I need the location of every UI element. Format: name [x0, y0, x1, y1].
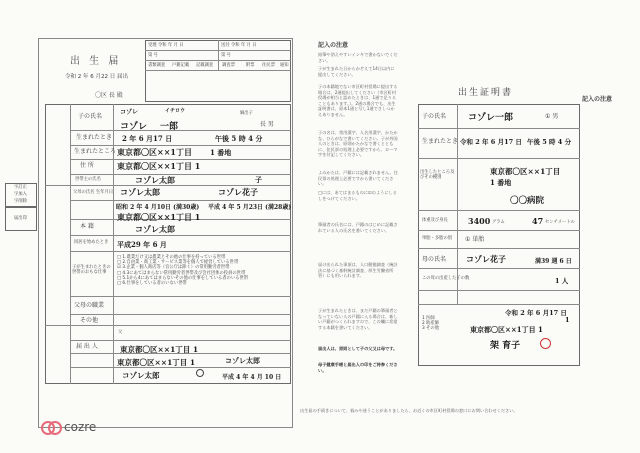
cert-place: 東京都〇区××1丁目: [490, 167, 561, 176]
office-attach: 附票: [246, 63, 255, 68]
note-4: よみかたは、戸籍には記載されません。住民票の処理上必要ですから書いてください。: [318, 170, 398, 187]
label-child-name: 子の氏名: [78, 113, 103, 120]
label-born-place: 生まれたところ: [74, 148, 117, 155]
cert-height-unit: センチメートル: [545, 220, 575, 225]
form-title: 出 生 届: [70, 56, 122, 67]
office-entry-check: 記載調査: [196, 63, 214, 68]
cert-children: 1 人: [555, 277, 569, 285]
father-name: コゾレ太郎: [120, 187, 160, 197]
brand-name: cozre: [64, 420, 97, 434]
cert-roles: [422, 316, 439, 332]
office-sent-no: 第 号: [221, 53, 231, 58]
label-work: 子が生まれたときの世帯のおもな仕事: [72, 265, 111, 276]
cert-attendant-no: 1: [565, 316, 570, 324]
office-resident: 住民票: [262, 63, 275, 68]
label-address: 住 所: [80, 162, 94, 169]
role-doctor: 1 医師: [422, 316, 435, 321]
office-register: 戸籍記載: [172, 63, 190, 68]
cert-pregnancy: 満39 週 6 日: [535, 258, 572, 265]
cert-label-weight: 体重及び身長: [422, 218, 448, 223]
signer-birth: 平成 4 年 4 月 10 日: [222, 374, 282, 381]
certificate-title: 出生証明書: [458, 88, 514, 98]
side-label-1: 字加入: [14, 192, 27, 197]
child-kana: コゾレ: [120, 109, 139, 116]
label-householder: 世帯主の氏名: [75, 177, 101, 182]
signer-hitto: コゾレ太郎: [225, 356, 260, 365]
marriage-date: 平成29 年 6 月: [117, 240, 167, 249]
label-marriage: 同居を始めたとき: [74, 240, 109, 245]
address: 東京都〇区××1丁目 1: [117, 161, 201, 171]
office-survey: 調査票: [222, 63, 235, 68]
signer-seal: [196, 369, 204, 377]
father-birth: 昭和 2 年 4 月10日 (満30歳): [116, 204, 200, 211]
office-sent: 送付 令和 年 月 日: [221, 43, 257, 48]
cert-birth: 令和 2 年 6 月17 日: [460, 138, 522, 146]
householder-relation: 子: [255, 175, 262, 184]
note-6: 筆頭者の氏名には、戸籍のはじめに記載されている人の氏名を書いてください。: [318, 222, 398, 233]
born-time: 午後 5 時 4 分: [215, 134, 263, 143]
cert-mother: コゾレ花子: [466, 254, 506, 264]
child-surname: コゾレ: [120, 122, 148, 132]
cert-gender: ① 男: [545, 113, 559, 120]
note-2: 子の本籍地でない市区町村役場に提出する場合は、2通提出してください（市区町村役場が相当と認めたときは、1通で足りることもあります。）。2通の場合でも、出生証明書は、原本1通と写し1通でさしつかえありません。: [318, 84, 398, 117]
householder: コゾレ太郎: [135, 175, 175, 185]
label-parents: 父母の氏名 生年月日: [73, 190, 114, 195]
note-1: 子が生まれた日からかぞえて14日以内に提出してください。: [318, 66, 395, 77]
cert-label-child: 子の氏名: [422, 113, 447, 120]
notes-heading: 記入の注意: [318, 42, 349, 49]
role-midwife: 2 助産師: [422, 321, 439, 327]
gender: 長 男: [260, 121, 274, 128]
cert-height: 47: [532, 216, 544, 226]
honseki-hitto: コゾレ太郎: [135, 224, 175, 234]
cert-attendant-address: 東京都〇区××1丁目 1: [470, 325, 543, 334]
child-kana-given: イチロウ: [165, 108, 186, 114]
child-given: 一郎: [160, 122, 179, 132]
cert-label-birth: 生まれたとき: [422, 138, 459, 145]
honseki: 東京都〇区××1丁目 1: [117, 212, 201, 222]
filing-date: 令和 2 年 6 月22 日 届出: [65, 74, 128, 80]
attendant-seal: [540, 338, 551, 349]
label-other: その他: [80, 317, 99, 324]
signer-address: 東京都〇区××1丁目 1: [120, 345, 199, 354]
cert-label-place: 出生したところ及びその種別: [420, 170, 455, 181]
cert-facility: 〇〇病院: [510, 196, 545, 206]
cert-attendant-name: 架 育子: [490, 341, 521, 351]
cert-birth-time: 午後 5 時 4 分: [527, 138, 572, 146]
note-5: □には、あてはまるものに☑のようにしるしをつけてください。: [318, 190, 397, 201]
side-label-0: 字訂正: [14, 185, 27, 190]
label-job: 父母の職業: [74, 302, 105, 309]
note-8: 子が生まれたときは、まだ戸籍の筆頭者となっていない人の戸籍に入る場合は、新しい戸籍がつくられますので、この欄に希望する本籍を書いてください。: [318, 308, 398, 330]
office-received-no: 第 号: [148, 53, 158, 58]
office-doc-check: 書類調査: [148, 63, 166, 68]
cert-child-name: コゾレ一郎: [468, 113, 514, 123]
office-notice: 通知: [280, 63, 289, 68]
signer-role: 父: [118, 330, 123, 335]
note-0: 鉛筆や消えやすいインキで書かないでください。: [318, 52, 398, 63]
cert-single: ① 単胎: [465, 236, 485, 243]
label-born-date: 生まれたとき: [76, 134, 113, 141]
label-honseki: 本 籍: [80, 223, 94, 230]
mother-name: コゾレ花子: [218, 187, 258, 197]
cert-weight-unit: グラム: [492, 220, 505, 225]
relation: 嫡出子: [240, 111, 253, 116]
work-checkbox-list: □ 1.農業だけ又は農業とその他の仕事を持っている世帯 □ 2.自由業・商工業・サービス業等を個人で経営している世帯 ☑ 3.企業・個人商店等（官公庁は除く）の常用勤労者世帯 □ 4.3にあてはまらない常用勤労者世帯及び会社団体の役員の世帯 □ 5.1から4にあてはまらないその他の仕事をしている者のいる世帯 □ 6.仕事をしている者のいない世帯: [117, 255, 249, 287]
cert-place-no: 1 番地: [490, 178, 512, 187]
cert-label-children: この母の出産した子の数: [422, 276, 470, 281]
cert-notes-heading: 記入の注意: [582, 96, 613, 103]
cert-label-single: 単胎・多胎の別: [422, 236, 453, 241]
born-place-no: 1 番地: [210, 148, 232, 157]
side-label-3: 届出印: [14, 216, 27, 221]
note-7: 届け出られた事項は、人口動態調査（統計法に基づく基幹統計調査、厚生労働省所管）にも用いられます。: [318, 262, 398, 279]
note-9: 届出人は、原則として子の父又は母です。: [318, 346, 398, 351]
mother-birth: 平成 4 年 5 月23日 (満28歳): [208, 204, 292, 211]
note-bottom: 出生届の手続きについて、悩みや迷うことがありましたら、お近くの市区町村役場の窓口にお問い合わせください。: [300, 408, 518, 413]
note-10: 母子健康手帳と届出人の印をご持参ください。: [318, 362, 398, 373]
side-label-2: 字削除: [14, 199, 27, 204]
role-other: 3 その他: [422, 326, 439, 332]
note-3: 子の名は、常用漢字、人名用漢字、かたかな、ひらがなで書いてください。子が外国人のときは、原則かたかなで書くとともに、住民票の処理上必要ですから、ローマ字を付記してください。: [318, 130, 398, 158]
cert-label-mother: 母の氏名: [422, 256, 447, 263]
label-signer: 届 出 人: [76, 343, 98, 350]
cert-weight: 3400: [468, 216, 491, 226]
born-date: 2 年 6 月17 日: [122, 134, 173, 143]
born-place: 東京都〇区××1丁目: [117, 147, 192, 157]
office-received: 受理 令和 年 月 日: [148, 43, 184, 48]
addressee: 〇区 長 殿: [95, 92, 123, 99]
cert-date: 令和 2 年 6 月17 日: [505, 309, 567, 317]
signer-name: コゾレ太郎: [122, 371, 160, 380]
signer-honseki: 東京都〇区××1丁目 1: [117, 358, 196, 367]
